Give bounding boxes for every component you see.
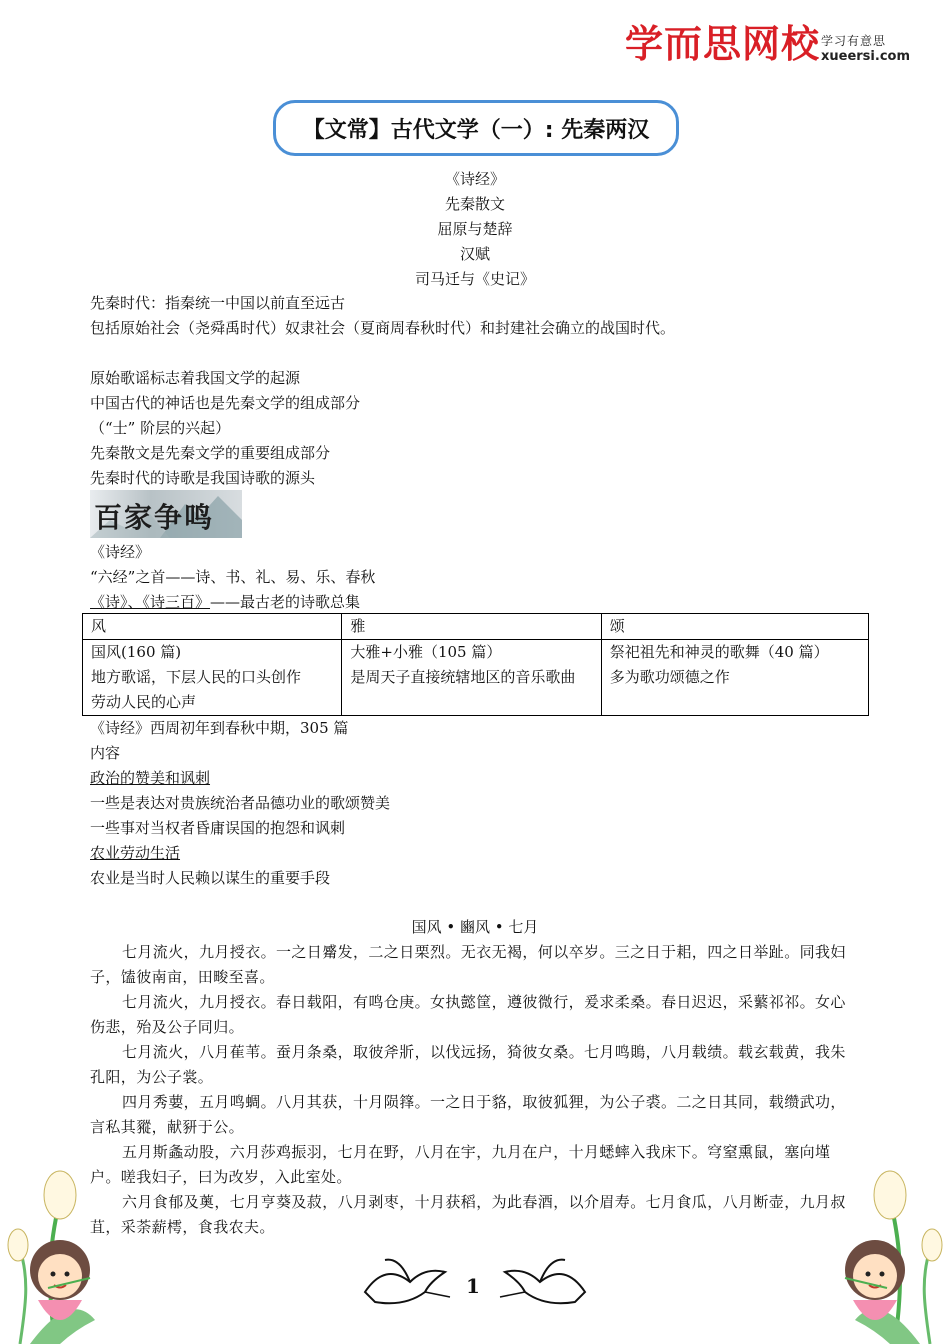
table-cell-ya <box>342 640 601 716</box>
liujing-line: “六经”之首——诗、书、礼、易、乐、春秋 <box>90 568 376 586</box>
poem-paragraph: 七月流火，八月萑苇。蚕月条桑，取彼斧斨，以伐远扬，猗彼女桑。七月鸣鵙，八月载绩。载玄载黄，我朱孔阳，为公子裳。 <box>90 1043 846 1086</box>
title-frame <box>273 100 679 156</box>
poem-paragraph: 四月秀葽，五月鸣蜩。八月其获，十月陨箨。一之日于貉，取彼狐狸，为公子裘。二之日其同，载缵武功，言私其豵，献豜于公。 <box>90 1093 846 1136</box>
topic-politics: 政治的赞美和讽刺 <box>90 769 211 787</box>
poem-paragraph: 七月流火，九月授衣。春日载阳，有鸣仓庚。女执懿筐，遵彼微行，爰求柔桑。春日迟迟，采蘩祁祁。女心伤悲，殆及公子同归。 <box>90 993 846 1036</box>
point-line: 先秦时代的诗歌是我国诗歌的源头 <box>90 469 316 487</box>
dove-right-icon <box>495 1252 595 1312</box>
girl-left-icon <box>20 1230 100 1340</box>
poem-paragraph: 六月食郁及薁，七月亨葵及菽，八月剥枣，十月获稻，为此春酒，以介眉寿。七月食瓜，八月断壶，九月叔苴，采荼薪樗，食我农夫。 <box>90 1193 846 1236</box>
table-header-feng: 风 <box>83 614 342 640</box>
topic-line: 农业是当时人民赖以谋生的重要手段 <box>90 869 331 887</box>
toc-item-quyuan: 屈原与楚辞 <box>437 220 513 238</box>
point-line: （“士” 阶层的兴起） <box>90 419 231 437</box>
brand-logo <box>625 22 925 72</box>
table-header-row <box>83 614 869 640</box>
topic-line: 一些事对当权者昏庸误国的抱怨和讽刺 <box>90 819 346 837</box>
intro-line: 先秦时代：指秦统一中国以前直至远古 <box>90 294 346 312</box>
cell-line: 大雅+小雅（105 篇） <box>350 643 502 661</box>
table-cell-song <box>601 640 868 716</box>
girl-right-icon <box>835 1230 915 1340</box>
cell-line: 国风(160 篇) <box>91 643 182 661</box>
point-line: 中国古代的神话也是先秦文学的组成部分 <box>90 394 361 412</box>
content-label: 内容 <box>90 744 121 762</box>
names-line <box>90 590 360 615</box>
poem-paragraph: 五月斯螽动股，六月莎鸡振羽，七月在野，八月在宇，九月在户，十月蟋蟀入我床下。穹窒熏鼠，塞向墐户。嗟我妇子，曰为改岁，入此室处。 <box>90 1143 831 1186</box>
toc-item-shiji: 司马迁与《史记》 <box>414 270 535 288</box>
toc-item-hanfu: 汉赋 <box>459 245 490 263</box>
table-row <box>83 640 869 716</box>
names-underlined: 《诗》、《诗三百》 <box>90 593 211 611</box>
banner-image <box>90 490 242 538</box>
brand-domain: xueersi.com <box>821 49 911 64</box>
topic-line: 一些是表达对贵族统治者品德功业的歌颂赞美 <box>90 794 391 812</box>
point-line: 先秦散文是先秦文学的重要组成部分 <box>90 444 331 462</box>
banner-text: 百家争鸣 <box>94 501 215 534</box>
dove-left-icon <box>355 1252 455 1312</box>
toc-item-prose: 先秦散文 <box>444 195 505 213</box>
shijing-table <box>82 613 869 716</box>
cell-line: 多为歌功颂德之作 <box>609 668 730 686</box>
topic-agriculture: 农业劳动生活 <box>90 844 181 862</box>
point-line: 原始歌谣标志着我国文学的起源 <box>90 369 301 387</box>
table-header-ya: 雅 <box>342 614 601 640</box>
intro-line: 包括原始社会（尧舜禹时代）奴隶社会（夏商周春秋时代）和封建社会确立的战国时代。 <box>90 319 676 337</box>
poem-title: 国风 • 豳风 • 七月 <box>411 918 539 936</box>
names-rest: ——最古老的诗歌总集 <box>210 593 361 611</box>
cell-line: 是周天子直接统辖地区的音乐歌曲 <box>350 668 576 686</box>
section-heading: 《诗经》 <box>90 543 151 561</box>
table-cell-feng <box>83 640 342 716</box>
brand-name: 学而思网校 <box>625 22 821 66</box>
page-number: 1 <box>466 1274 480 1298</box>
table-header-song: 颂 <box>601 614 868 640</box>
cell-line: 劳动人民的心声 <box>91 693 197 711</box>
brand-slogan: 学习有意思 <box>821 34 887 48</box>
cell-line: 祭祀祖先和神灵的歌舞（40 篇） <box>609 643 829 661</box>
poem-paragraph: 七月流火，九月授衣。一之日觱发，二之日栗烈。无衣无褐，何以卒岁。三之日于耜，四之日举趾。同我妇子，馌彼南亩，田畯至喜。 <box>90 943 846 986</box>
toc-item-shijing: 《诗经》 <box>444 170 505 188</box>
document-title: 【文常】古代文学（一）: 先秦两汉 <box>302 117 650 143</box>
period-line: 《诗经》西周初年到春秋中期，305 篇 <box>90 719 349 737</box>
cell-line: 地方歌谣，下层人民的口头创作 <box>91 668 302 686</box>
